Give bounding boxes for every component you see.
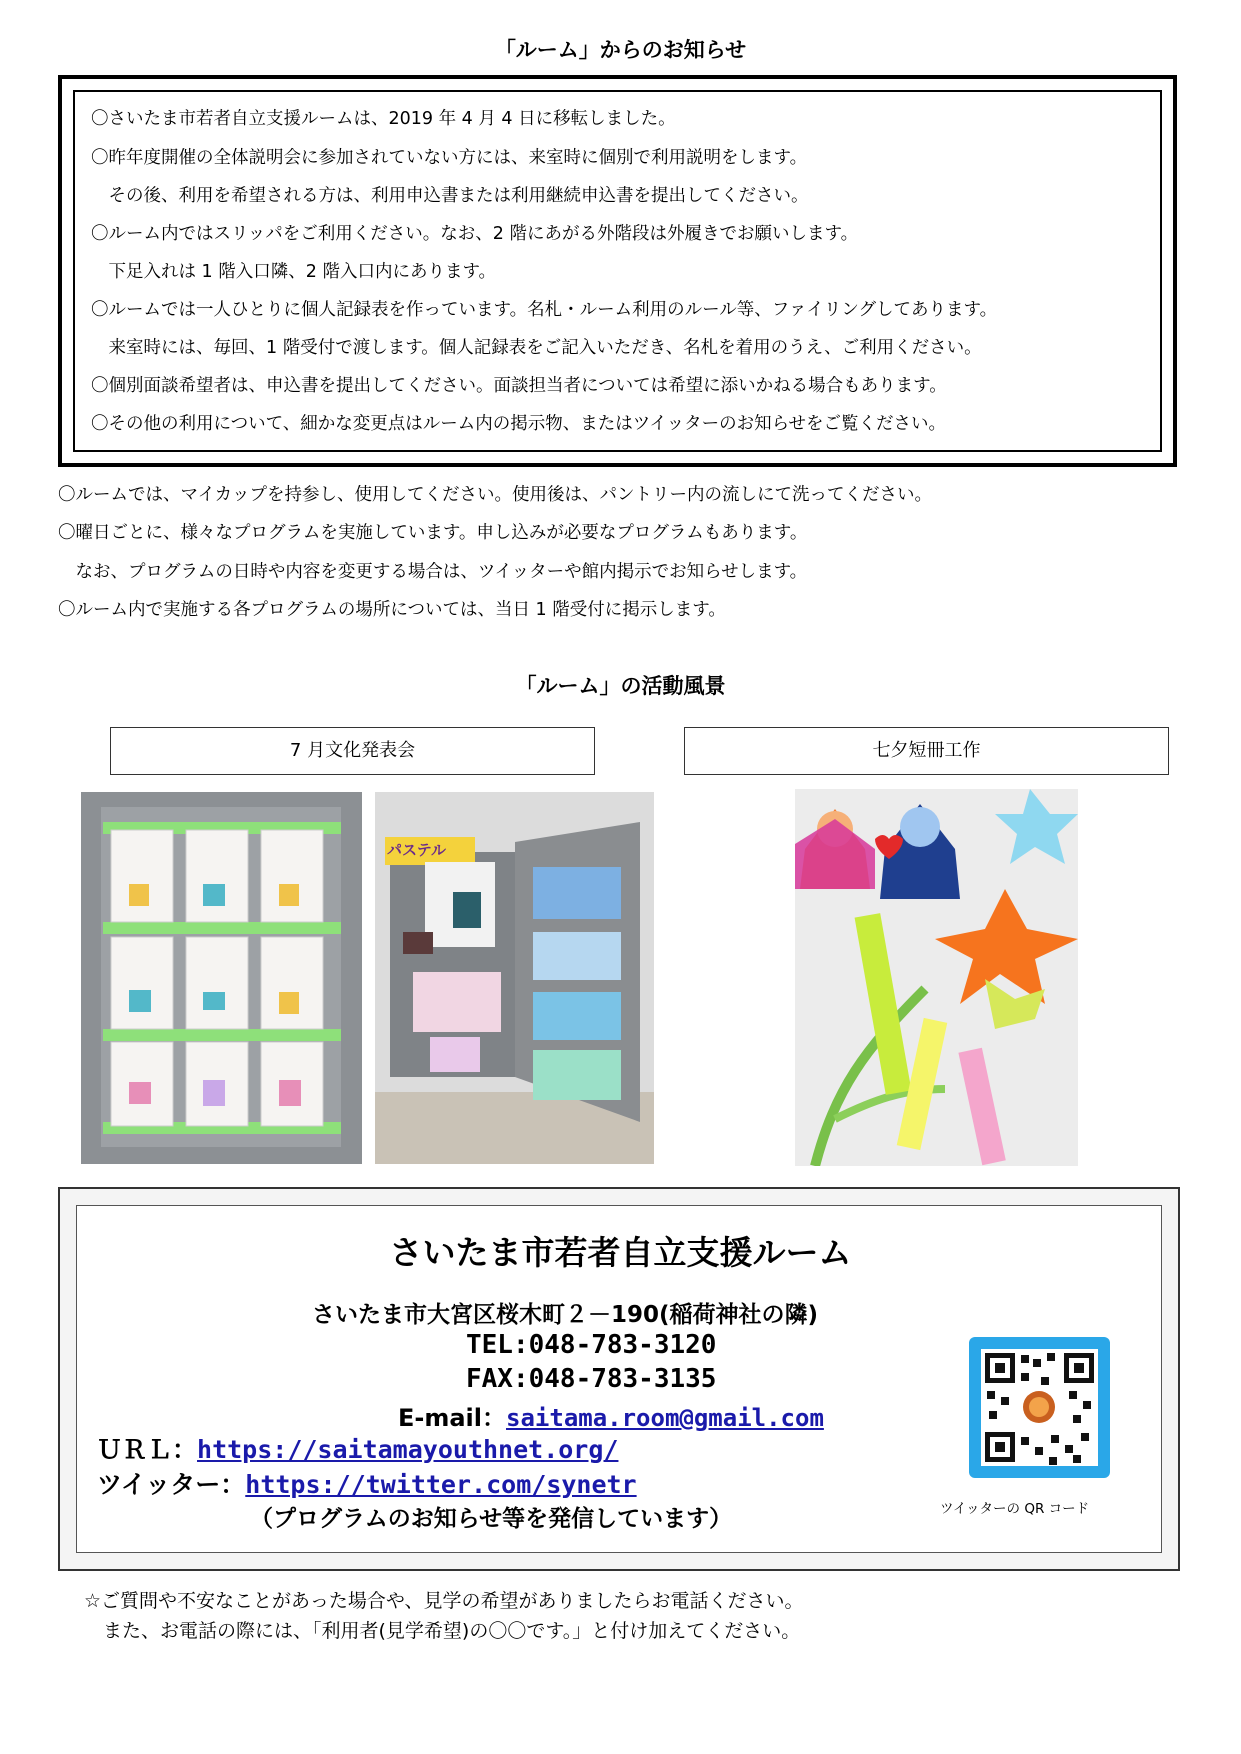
extra-note-3: なお、プログラムの日時や内容を変更する場合は、ツイッターや館内掲示でお知らせします。 [58,562,808,582]
notice-line-7: 来室時には、毎回、1 階受付で渡します。個人記録表をご記入いただき、名札を着用のうえ、ご利用ください。 [91,338,982,358]
email-row [398,1398,824,1433]
email-label: E-mail： [398,1404,507,1432]
extra-note-4: 〇ルーム内で実施する各プログラムの場所については、当日 1 階受付に掲示します。 [58,600,726,620]
notice-line-9: 〇その他の利用について、細かな変更点はルーム内の掲示物、またはツイッターのお知らせをご覧ください。 [91,414,947,434]
twitter-note: （プログラムのお知らせ等を発信しています） [250,1506,733,1532]
notice-line-4: 〇ルーム内ではスリッパをご利用ください。なお、2 階にあがる外階段は外履きでお願いします。 [91,224,859,244]
notice-line-6: 〇ルームでは一人ひとりに個人記録表を作っています。名札・ルーム利用のルール等、ファイリングしてあります。 [91,300,998,320]
qr-code[interactable] [969,1337,1110,1478]
photo-pastel-panel [375,792,654,1164]
activities-title: 「ルーム」の活動風景 [515,674,726,698]
caption-culture-festival: 7 月文化発表会 [110,727,595,775]
twitter-link[interactable]: https://twitter.com/synetr [245,1470,637,1499]
notice-line-2: 〇昨年度開催の全体説明会に参加されていない方には、来室時に個別で利用説明をします。 [91,148,808,168]
url-label: ＵＲＬ： [97,1435,198,1464]
notice-title: 「ルーム」からのお知らせ [494,38,747,62]
url-row [97,1430,618,1466]
notice-line-3: その後、利用を希望される方は、利用申込書または利用継続申込書を提出してください。 [91,186,809,206]
notice-line-1: 〇さいたま市若者自立支援ルームは、2019 年 4 月 4 日に移転しました。 [91,109,676,129]
email-link[interactable]: saitama.room@gmail.com [506,1404,824,1432]
twitter-row [97,1465,637,1501]
org-name: さいたま市若者自立支援ルーム [389,1233,852,1272]
qr-code-icon [969,1337,1110,1478]
url-link[interactable]: https://saitamayouthnet.org/ [197,1435,619,1464]
notice-line-8: 〇個別面談希望者は、申込書を提出してください。面談担当者については希望に添いかねる場合もあります。 [91,376,947,396]
tel: TEL:048-783-3120 [466,1330,717,1360]
photo-drawings-board [81,792,362,1164]
caption-tanabata: 七夕短冊工作 [684,727,1169,775]
footer-line-1: ☆ご質問や不安なことがあった場合や、見学の希望がありましたらお電話ください。 [84,1590,804,1612]
fax: FAX:048-783-3135 [466,1364,717,1394]
notice-line-5: 下足入れは 1 階入口隣、2 階入口内にあります。 [91,262,497,282]
photo-tanabata [795,789,1078,1166]
qr-caption: ツイッターの QR コード [940,1501,1090,1517]
address: さいたま市大宮区桜木町２－190(稲荷神社の隣) [312,1302,819,1328]
extra-note-1: 〇ルームでは、マイカップを持参し、使用してください。使用後は、パントリー内の流しにて洗ってください。 [58,485,932,505]
extra-note-2: 〇曜日ごとに、様々なプログラムを実施しています。申し込みが必要なプログラムもあります。 [58,523,808,543]
footer-line-2: また、お電話の際には、「利用者(見学希望)の〇〇です。」と付け加えてください。 [84,1620,801,1642]
photo-sign-pastel: パステル [387,841,446,859]
twitter-label: ツイッター： [97,1470,246,1499]
